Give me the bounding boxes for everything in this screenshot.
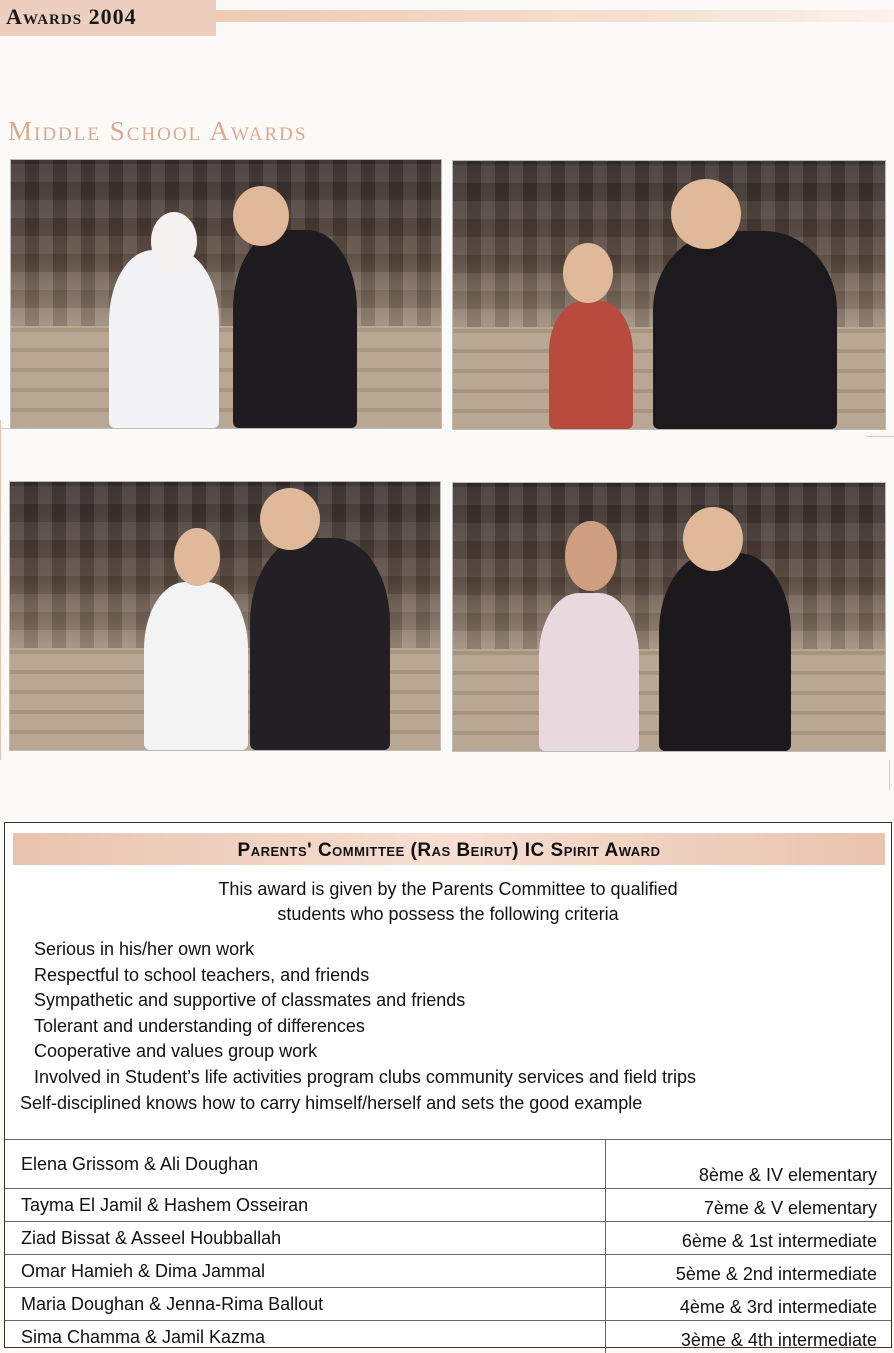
winner-grades: 5ème & 2nd intermediate	[606, 1255, 892, 1288]
winner-grades: 4ème & 3rd intermediate	[606, 1288, 892, 1321]
winner-names: Elena Grissom & Ali Doughan	[5, 1140, 606, 1189]
criteria-item: Sympathetic and supportive of classmates and friends	[20, 988, 696, 1014]
criteria-list	[20, 937, 696, 1116]
corner-trim	[866, 436, 894, 437]
winner-names: Maria Doughan & Jenna-Rima Ballout	[5, 1288, 606, 1321]
winner-grades: 8ème & IV elementary	[606, 1140, 892, 1189]
crowd-background	[11, 160, 441, 326]
student-figure	[109, 250, 219, 428]
award-photo-3	[9, 481, 441, 751]
winner-grades: 6ème & 1st intermediate	[606, 1222, 892, 1255]
award-intro	[5, 877, 891, 927]
presenter-head	[233, 186, 289, 246]
presenter-head	[260, 488, 320, 550]
criteria-item: Serious in his/her own work	[20, 937, 696, 963]
table-row	[5, 1321, 891, 1353]
winner-grades: 7ème & V elementary	[606, 1189, 892, 1222]
presenter-head	[683, 507, 743, 571]
student-figure	[539, 593, 639, 751]
table-row	[5, 1222, 891, 1255]
award-photo-4	[452, 482, 886, 752]
winner-names: Sima Chamma & Jamil Kazma	[5, 1321, 606, 1353]
corner-trim	[889, 760, 890, 790]
criteria-item: Self-disciplined knows how to carry himself/herself and sets the good example	[20, 1091, 696, 1117]
student-figure	[549, 301, 633, 429]
intro-line: This award is given by the Parents Committee to qualified	[5, 877, 891, 902]
presenter-figure	[250, 538, 390, 750]
student-head	[151, 212, 197, 270]
table-row	[5, 1288, 891, 1321]
presenter-figure	[653, 231, 837, 429]
criteria-item: Involved in Student’s life activities program clubs community services and field trips	[20, 1065, 696, 1091]
section-title: Middle School Awards	[8, 116, 307, 147]
presenter-figure	[659, 553, 791, 751]
student-head	[563, 243, 613, 303]
winners-table	[5, 1139, 891, 1353]
winner-grades: 3ème & 4th intermediate	[606, 1321, 892, 1353]
intro-line: students who possess the following criteria	[5, 902, 891, 927]
student-figure	[144, 582, 248, 750]
table-row	[5, 1189, 891, 1222]
presenter-head	[671, 179, 741, 249]
stadium-steps	[11, 326, 441, 428]
criteria-item: Tolerant and understanding of differences	[20, 1014, 696, 1040]
winner-names: Omar Hamieh & Dima Jammal	[5, 1255, 606, 1288]
header-tab	[0, 0, 216, 36]
criteria-item: Cooperative and values group work	[20, 1039, 696, 1065]
header-rule	[216, 10, 894, 22]
award-photo-2	[452, 160, 886, 430]
student-head	[174, 528, 220, 586]
award-title-bar	[13, 833, 885, 865]
presenter-figure	[233, 230, 357, 428]
header-label: Awards 2004	[6, 4, 137, 30]
student-head	[565, 521, 617, 591]
winner-names: Ziad Bissat & Asseel Houbballah	[5, 1222, 606, 1255]
winner-names: Tayma El Jamil & Hashem Osseiran	[5, 1189, 606, 1222]
award-title: Parents' Committee (Ras Beirut) IC Spirit Award	[13, 840, 885, 862]
award-panel	[4, 822, 892, 1348]
table-row	[5, 1255, 891, 1288]
corner-trim	[0, 420, 1, 760]
table-row	[5, 1140, 891, 1189]
criteria-item: Respectful to school teachers, and friends	[20, 963, 696, 989]
award-photo-1	[10, 159, 442, 429]
